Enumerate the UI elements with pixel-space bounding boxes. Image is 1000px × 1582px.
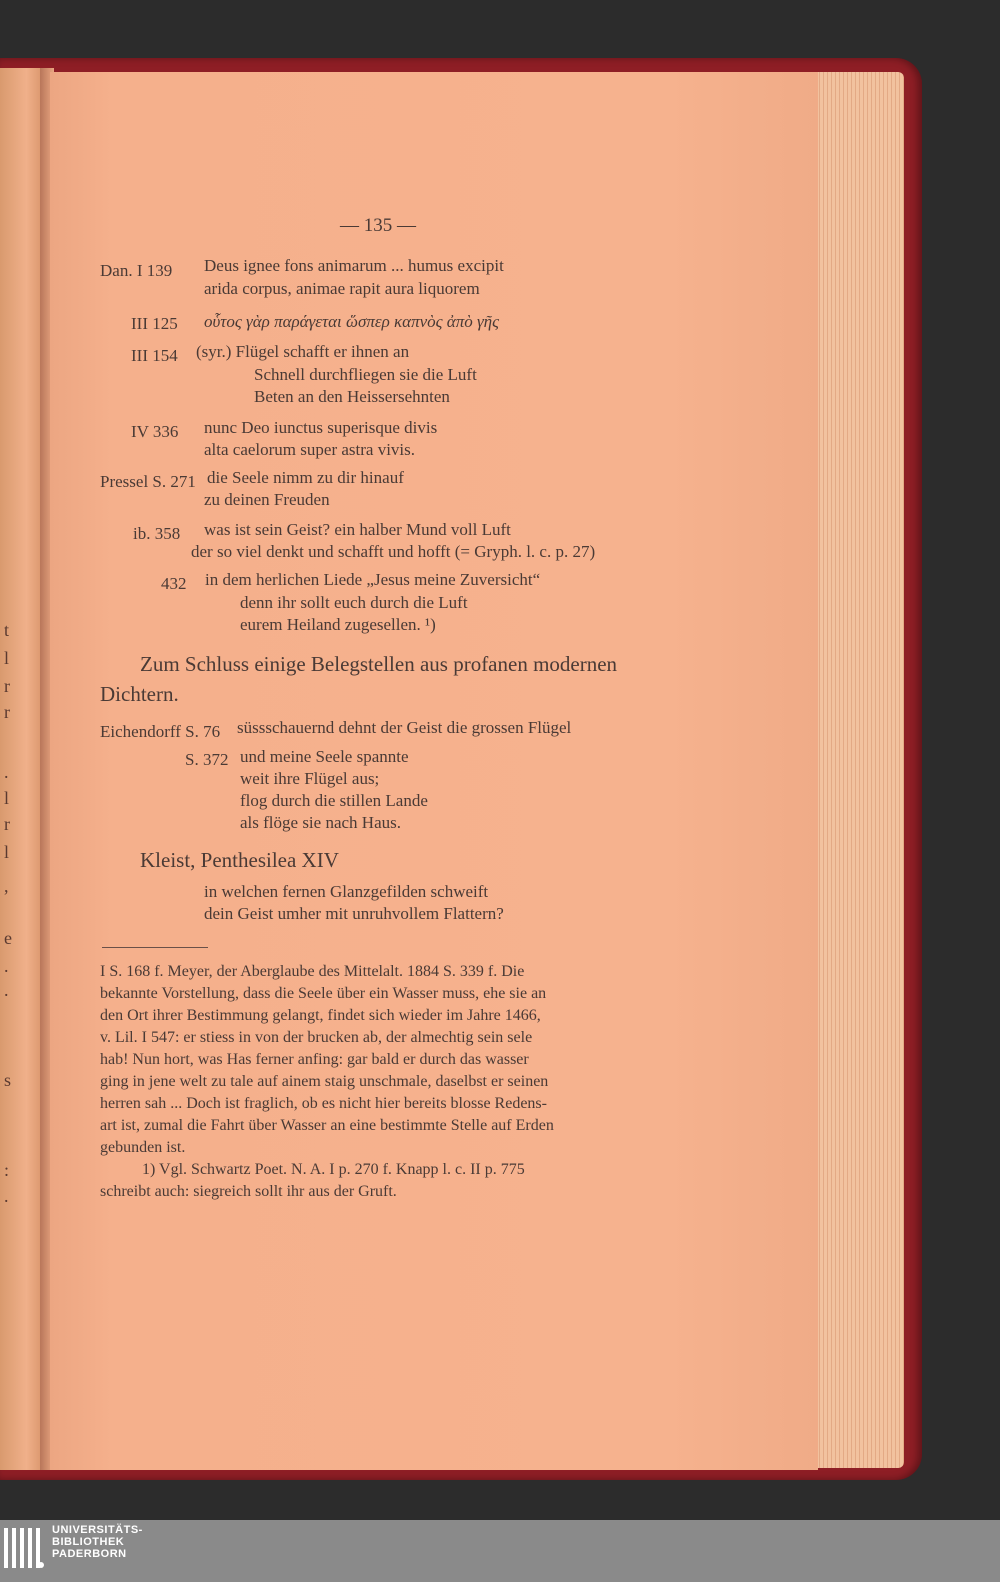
- greek-quote: οὗτος γὰρ παράγεται ὥσπερ καπνὸς ἀπὸ γῆς: [204, 312, 499, 331]
- quote-line: flog durch die stillen Lande: [240, 791, 428, 810]
- quote-line: zu deinen Freuden: [204, 490, 330, 509]
- footnote-line: I S. 168 f. Meyer, der Aberglaube des Mittelalt. 1884 S. 339 f. Die: [100, 963, 525, 980]
- library-name-line: PADERBORN: [52, 1548, 127, 1560]
- quote-line: (syr.) Flügel schafft er ihnen an: [196, 342, 410, 361]
- quote-line: Schnell durchfliegen sie die Luft: [254, 365, 477, 384]
- page-number: — 135 —: [340, 215, 416, 236]
- footnote-line: 1) Vgl. Schwartz Poet. N. A. I p. 270 f. Knapp l. c. II p. 775: [142, 1161, 525, 1178]
- left-page-char: r: [4, 676, 10, 696]
- section-heading: Kleist, Penthesilea XIV: [140, 848, 339, 872]
- citation-ref: ib. 358: [133, 524, 181, 543]
- citation-ref: III 154: [131, 346, 178, 365]
- citation-ref: Dan. I 139: [100, 261, 173, 280]
- quote-line: und meine Seele spannte: [240, 747, 409, 766]
- quote-line: in welchen fernen Glanzgefilden schweift: [204, 882, 489, 901]
- quote-line: süssschauernd dehnt der Geist die grossen Flügel: [237, 718, 572, 737]
- library-logo-icon: [4, 1528, 42, 1574]
- page-edges: [808, 72, 904, 1468]
- quote-line: denn ihr sollt euch durch die Luft: [240, 593, 468, 612]
- footnote-line: hab! Nun hort, was Has ferner anfing: gar bald er durch das wasser: [100, 1051, 529, 1068]
- quote-line: alta caelorum super astra vivis.: [204, 440, 416, 459]
- quote-line: arida corpus, animae rapit aura liquorem: [204, 279, 480, 298]
- left-page-char: .: [4, 762, 9, 782]
- left-page-char: :: [4, 1160, 10, 1180]
- quote-line: nunc Deo iunctus superisque divis: [204, 418, 438, 437]
- footnote-line: v. Lil. I 547: er stiess in von der brucken ab, der almechtig sein sele: [100, 1029, 533, 1046]
- library-name-line: UNIVERSITÄTS-: [52, 1524, 143, 1536]
- section-heading: Zum Schluss einige Belegstellen aus profanen modernen: [140, 652, 618, 676]
- left-page-char: l: [4, 788, 10, 808]
- section-heading-cont: Dichtern.: [100, 682, 179, 706]
- citation-ref: S. 372: [185, 750, 229, 769]
- book-page: [50, 72, 818, 1470]
- footnote-rule: [102, 947, 208, 948]
- left-page-char: .: [4, 1186, 9, 1206]
- footnote-line: herren sah ... Doch ist fraglich, ob es nicht hier bereits blosse Redens-: [100, 1095, 547, 1112]
- footnote-line: art ist, zumal die Fahrt über Wasser an eine bestimmte Stelle auf Erden: [100, 1117, 554, 1134]
- quote-line: Beten an den Heissersehnten: [254, 387, 450, 406]
- quote-line: weit ihre Flügel aus;: [240, 769, 380, 788]
- quote-line: der so viel denkt und schafft und hofft (= Gryph. l. c. p. 27): [191, 542, 596, 561]
- library-name-line: BIBLIOTHEK: [52, 1536, 125, 1548]
- quote-line: die Seele nimm zu dir hinauf: [207, 468, 404, 487]
- citation-ref: IV 336: [131, 422, 179, 441]
- left-page-char: r: [4, 814, 10, 834]
- left-page-char: s: [4, 1070, 12, 1090]
- left-page-char: l: [4, 842, 10, 862]
- logo-dot-icon: [38, 1562, 44, 1568]
- quote-line: als flöge sie nach Haus.: [240, 813, 401, 832]
- citation-ref: Pressel S. 271: [100, 472, 196, 491]
- quote-line: dein Geist umher mit unruhvollem Flattern?: [204, 904, 504, 923]
- quote-line: Deus ignee fons animarum ... humus excipit: [204, 256, 504, 275]
- footnote-line: den Ort ihrer Bestimmung gelangt, findet sich wieder im Jahre 1466,: [100, 1007, 541, 1024]
- footnote-line: bekannte Vorstellung, dass die Seele über ein Wasser muss, ehe sie an: [100, 985, 547, 1002]
- citation-ref: Eichendorff S. 76: [100, 722, 221, 741]
- library-name: [52, 1524, 143, 1560]
- citation-ref: 432: [161, 574, 187, 593]
- left-page-char: t: [4, 620, 10, 640]
- left-page-char: ,: [4, 876, 9, 896]
- citation-ref: III 125: [131, 314, 178, 333]
- footnote-line: ging in jene welt zu tale auf ainem staig unschmale, daselbst er seinen: [100, 1073, 549, 1090]
- left-page-char: .: [4, 980, 9, 1000]
- quote-line: in dem herlichen Liede „Jesus meine Zuversicht“: [205, 570, 541, 589]
- left-page-char: e: [4, 928, 12, 948]
- quote-line: was ist sein Geist? ein halber Mund voll Luft: [204, 520, 511, 539]
- left-page-char: .: [4, 956, 9, 976]
- left-page-edge: [0, 68, 44, 1470]
- quote-line: eurem Heiland zugesellen. ¹): [240, 615, 436, 634]
- footnote-line: schreibt auch: siegreich sollt ihr aus der Gruft.: [100, 1183, 397, 1200]
- footnote-line: gebunden ist.: [100, 1139, 186, 1156]
- left-page-char: l: [4, 648, 10, 668]
- left-page-char: r: [4, 702, 10, 722]
- library-footer: [0, 1520, 1000, 1582]
